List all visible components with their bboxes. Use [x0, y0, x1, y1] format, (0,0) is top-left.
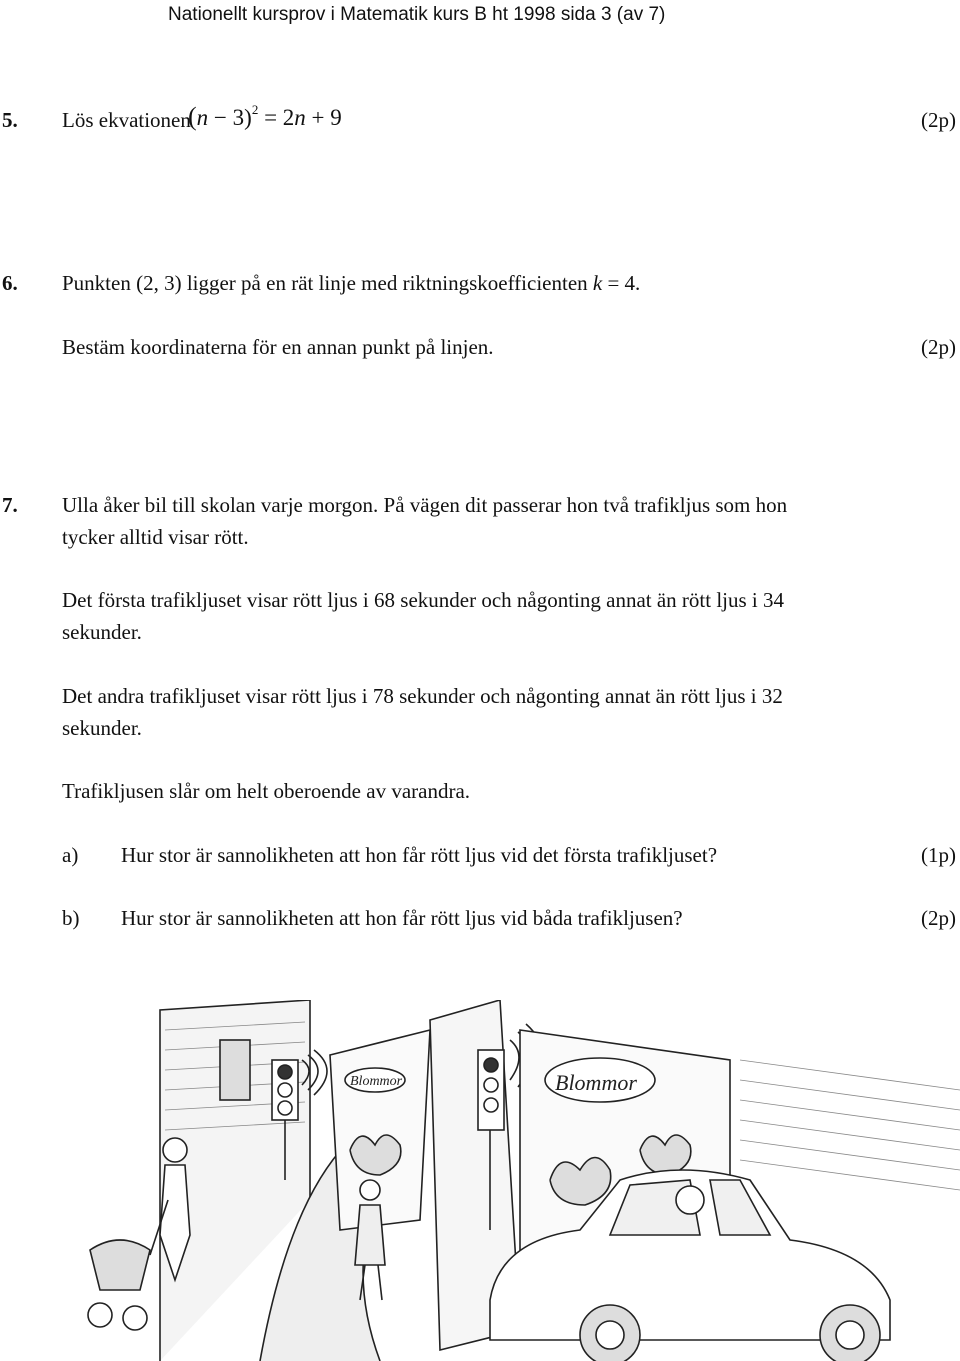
shop-window-left [330, 1030, 430, 1230]
subquestion-a-text: Hur stor är sannolikheten att hon får rött ljus vid det första trafikljuset? [121, 843, 718, 867]
first-light-line1: Det första trafikljuset visar rött ljus i 68 sekunder och någonting annat än rött ljus i 34 [62, 588, 785, 612]
points-q6: (2p) [921, 335, 956, 359]
second-light-line2: sekunder. [62, 716, 142, 740]
question-text: Lös ekvationen [62, 108, 191, 132]
page-header: Nationellt kursprov i Matematik kurs B ht 1998 sida 3 (av 7) [168, 4, 666, 25]
subquestion-a-label: a) [62, 843, 79, 867]
question-5 [2, 108, 191, 133]
question-number: 7. [2, 493, 18, 517]
question-7 [2, 493, 788, 518]
first-light-line2: sekunder. [62, 620, 142, 644]
question-6 [2, 271, 641, 296]
points-a: (1p) [921, 843, 956, 867]
points-q5: (2p) [921, 108, 956, 132]
street-illustration [50, 1000, 960, 1361]
shop-sign-right: Blommor [555, 1070, 637, 1095]
question-text: Ulla åker bil till skolan varje morgon. På vägen dit passerar hon två trafikljus som hon [62, 493, 788, 517]
question-7-line2: tycker alltid visar rött. [62, 525, 249, 549]
question-text: Punkten (2, 3) ligger på en rät linje med riktningskoefficienten k = 4. [62, 271, 641, 295]
points-b: (2p) [921, 906, 956, 930]
question-number: 6. [2, 271, 18, 295]
question-6-line2: Bestäm koordinaterna för en annan punkt på linjen. [62, 335, 494, 359]
question-number: 5. [2, 108, 18, 132]
subquestion-b-text: Hur stor är sannolikheten att hon får rött ljus vid båda trafikljusen? [121, 906, 683, 930]
independence-statement: Trafikljusen slår om helt oberoende av varandra. [62, 779, 471, 803]
equation: $(n - 3)^2 = 2n + 9$ [188, 102, 342, 131]
building-right [740, 1060, 960, 1190]
subquestion-b-label: b) [62, 906, 80, 930]
second-light-line1: Det andra trafikljuset visar rött ljus i 78 sekunder och någonting annat än rött ljus i 32 [62, 684, 783, 708]
shop-sign-left: Blommor [350, 1074, 403, 1089]
